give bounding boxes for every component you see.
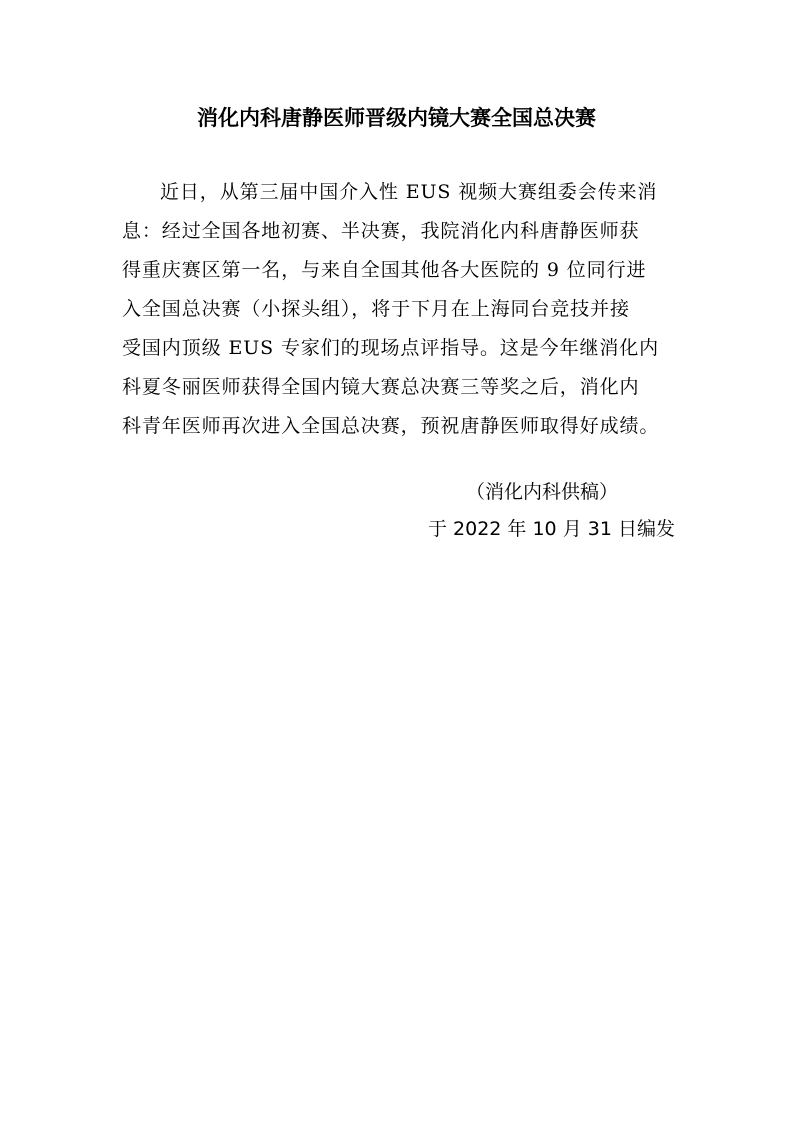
body-line: 息：经过全国各地初赛、半决赛，我院消化内科唐静医师获 [122,220,640,242]
article-body [122,173,702,446]
page-title: 消化内科唐静医师晋级内镜大赛全国总决赛 [197,106,596,130]
body-line: 科夏冬丽医师获得全国内镜大赛总决赛三等奖之后，消化内 [122,376,640,398]
publish-date: 于 2022 年 10 月 31 日编发 [428,518,675,540]
body-line: 入全国总决赛（小探头组），将于下月在上海同台竞技并接 [122,298,630,320]
source-attribution: （消化内科供稿） [466,481,619,503]
body-line: 受国内顶级 EUS 专家们的现场点评指导。这是今年继消化内 [122,337,660,359]
body-line: 科青年医师再次进入全国总决赛，预祝唐静医师取得好成绩。 [122,415,660,437]
body-line: 得重庆赛区第一名，与来自全国其他各大医院的 9 位同行进 [122,259,647,281]
body-line: 近日，从第三届中国介入性 EUS 视频大赛组委会传来消 [160,181,658,203]
